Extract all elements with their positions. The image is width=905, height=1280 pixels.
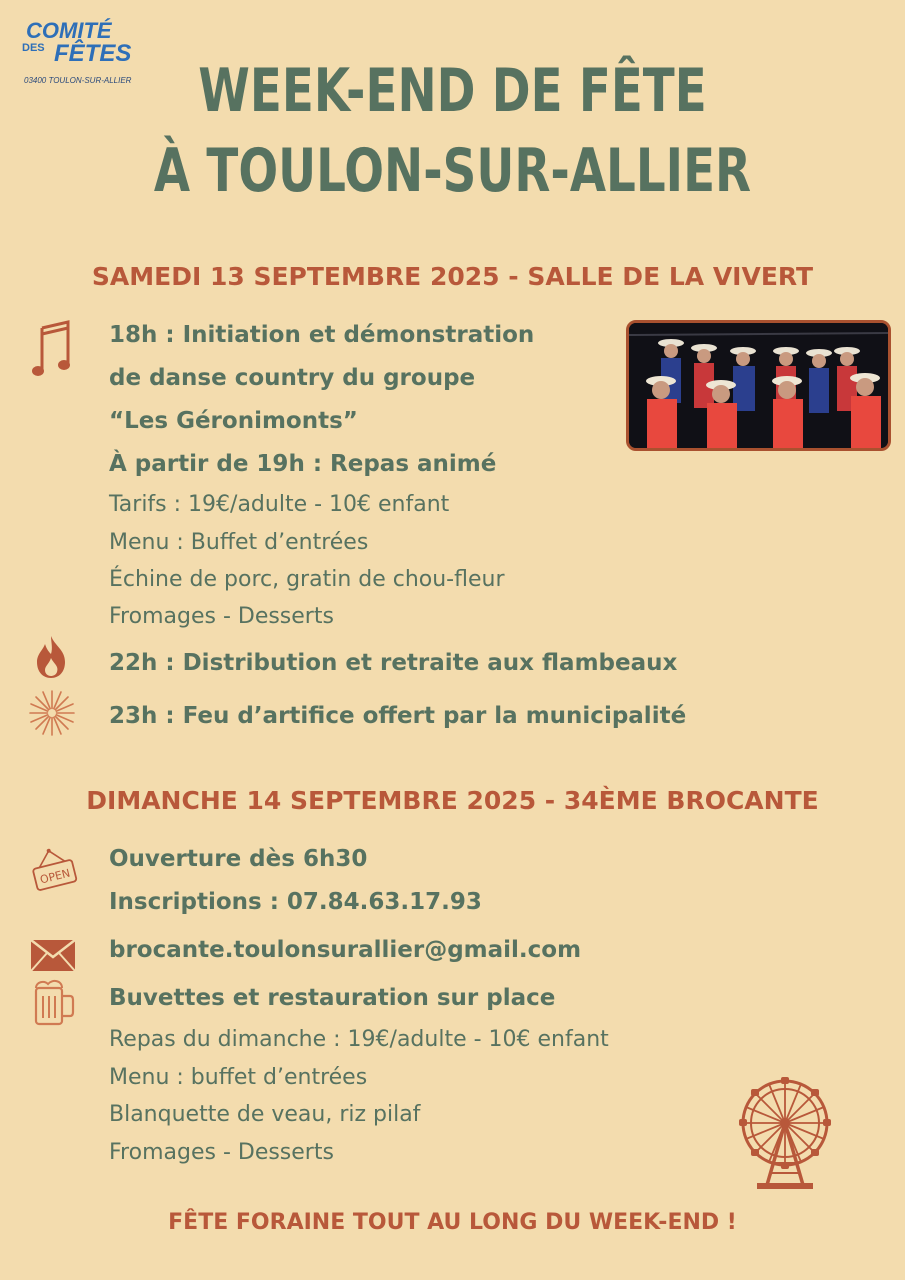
show-text-line-3: “Les Géronimonts” — [109, 408, 358, 434]
music-note-icon — [30, 320, 72, 380]
bar-text: Buvettes et restauration sur place — [109, 985, 556, 1011]
sunday-meal-text: Repas du dimanche : 19€/adulte - 10€ enfant — [109, 1027, 609, 1052]
registration-text: Inscriptions : 07.84.63.17.93 — [109, 889, 482, 915]
dish-text: Échine de porc, gratin de chou-fleur — [109, 567, 505, 592]
fireworks-icon — [27, 688, 77, 738]
page-title-line-1: WEEK-END DE FÊTE — [198, 56, 707, 126]
sunday-dish-text: Blanquette de veau, riz pilaf — [109, 1102, 421, 1127]
envelope-icon — [30, 939, 76, 972]
logo-text-des: DES — [22, 42, 45, 54]
beer-mug-icon — [30, 978, 76, 1028]
dance-group-photo — [626, 320, 891, 451]
ferris-wheel-icon — [733, 1073, 837, 1191]
torch-text: 22h : Distribution et retraite aux flambeaux — [109, 650, 678, 676]
sunday-menu-text: Menu : buffet d’entrées — [109, 1065, 368, 1090]
sunday-dessert-text: Fromages - Desserts — [109, 1140, 334, 1165]
fun-fair-banner: FÊTE FORAINE TOUT AU LONG DU WEEK-END ! — [168, 1210, 737, 1235]
show-text-line-2: de danse country du groupe — [109, 365, 476, 391]
logo-subtitle: 03400 TOULON-SUR-ALLIER — [24, 76, 132, 85]
tarifs-text: Tarifs : 19€/adulte - 10€ enfant — [109, 492, 450, 517]
dessert-text: Fromages - Desserts — [109, 604, 334, 629]
flame-icon — [31, 634, 71, 680]
saturday-heading: SAMEDI 13 SEPTEMBRE 2025 - SALLE DE LA VIVERT — [91, 262, 814, 291]
page-title-line-2: À TOULON-SUR-ALLIER — [153, 136, 752, 206]
opening-text: Ouverture dès 6h30 — [109, 846, 368, 872]
meal-text: À partir de 19h : Repas animé — [109, 451, 497, 477]
email-link[interactable]: brocante.toulonsurallier@gmail.com — [109, 937, 582, 963]
open-sign-icon — [30, 846, 80, 894]
fireworks-text: 23h : Feu d’artifice offert par la municipalité — [109, 703, 687, 729]
logo-text-comite: COMITÉ — [26, 18, 112, 43]
menu-text: Menu : Buffet d’entrées — [109, 530, 369, 555]
svg-text:OPEN: OPEN — [38, 866, 72, 887]
show-text-line-1: 18h : Initiation et démonstration — [109, 322, 535, 348]
sunday-heading: DIMANCHE 14 SEPTEMBRE 2025 - 34ÈME BROCANTE — [86, 786, 819, 815]
logo-text-fetes: FÊTES — [54, 40, 132, 67]
